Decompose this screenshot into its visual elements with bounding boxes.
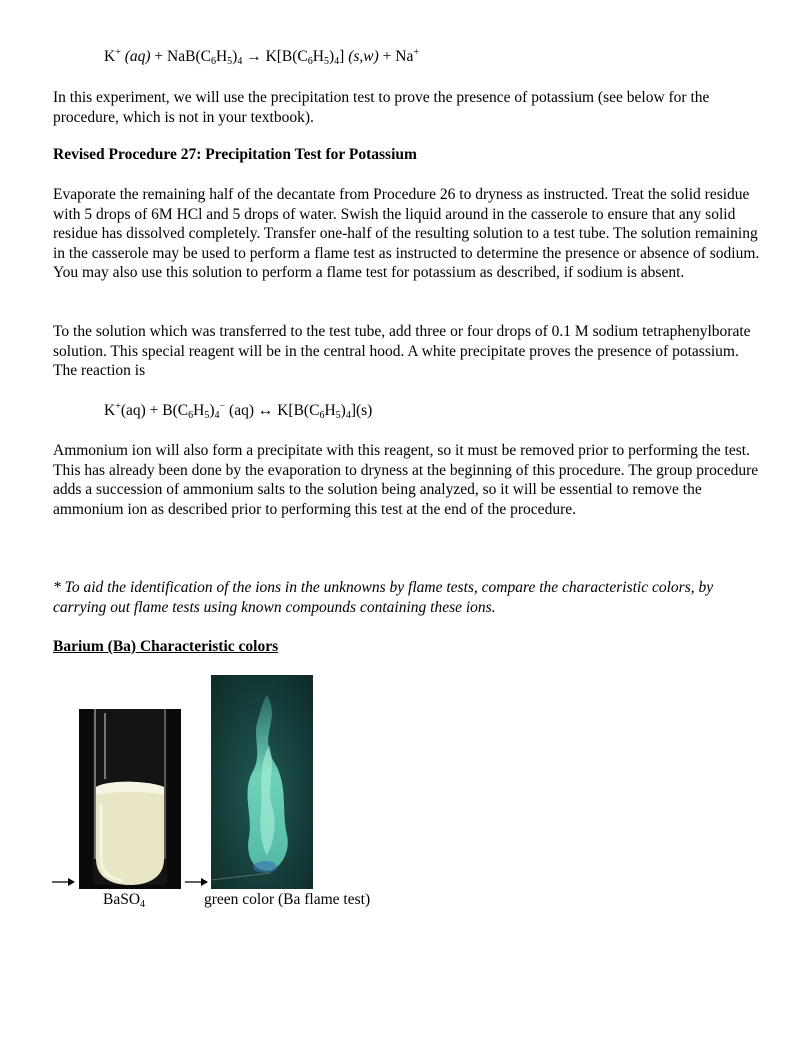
- arrow-right-icon: [52, 876, 76, 888]
- procedure-paragraph-3: Ammonium ion will also form a precipitate with this reagent, so it must be removed prior to performing the test. This has already been done by the evaporation to dryness at the beginning of this procedure. The group procedure adds a succession of ammonium salts to the solution being analyzed, so it will be essential to remove the ammonium ion as described prior to performing this test at the end of the procedure.: [53, 442, 759, 518]
- procedure-heading: Revised Procedure 27: Precipitation Test for Potassium: [53, 146, 417, 163]
- equation-potassium-sodium-tetraphenylborate: K+ $(aq) + NaB(C_6H_5)_4 \to K[B(C_6H_5)_4] (s,w) + Na^+$: [104, 47, 419, 67]
- barium-flame-photo: [211, 675, 313, 889]
- procedure-paragraph-1: Evaporate the remaining half of the decantate from Procedure 26 to dryness as instructed. Treat the solid residue with 5 drops of 6M HCl and 5 drops of water. Swish the liquid around in the casserole to ensure that any solid residue has dissolved completely. Transfer one-half of the resulting solution to a test tube. The solution remaining in the casserole may be used to perform a flame test as instructed to determine the presence or absence of sodium. You may also use this solution to perform a flame test for potassium as described, if sodium is absent.: [53, 186, 760, 282]
- baso4-precipitate-photo: [79, 709, 181, 889]
- test-tube-illustration: [79, 709, 181, 889]
- flame-test-note: * To aid the identification of the ions in the unknowns by flame tests, compare the characteristic colors, by carrying out flame tests using known compounds containing these ions.: [53, 579, 714, 616]
- green-flame-illustration: [211, 675, 313, 889]
- equation-tetraphenylborate-reaction: $K^+(aq) + B(C_6H_5)_4^-$ (aq) ↔ $K[B(C_6H_5)_4](s)$: [104, 401, 373, 421]
- intro-paragraph: In this experiment, we will use the precipitation test to prove the presence of potassium (see below for the procedure, which is not in your textbook).: [53, 89, 710, 126]
- barium-heading: Barium (Ba) Characteristic colors: [53, 638, 279, 655]
- arrow-right-icon: [185, 876, 209, 888]
- caption-baso4: BaSO$_4$: [103, 891, 146, 910]
- caption-green-flame: green color (Ba flame test): [204, 891, 371, 908]
- procedure-paragraph-2: To the solution which was transferred to the test tube, add three or four drops of 0.1 M sodium tetraphenylborate solution. This special reagent will be in the central hood. A white precipitate proves the presence of potassium. The reaction is: [53, 323, 751, 380]
